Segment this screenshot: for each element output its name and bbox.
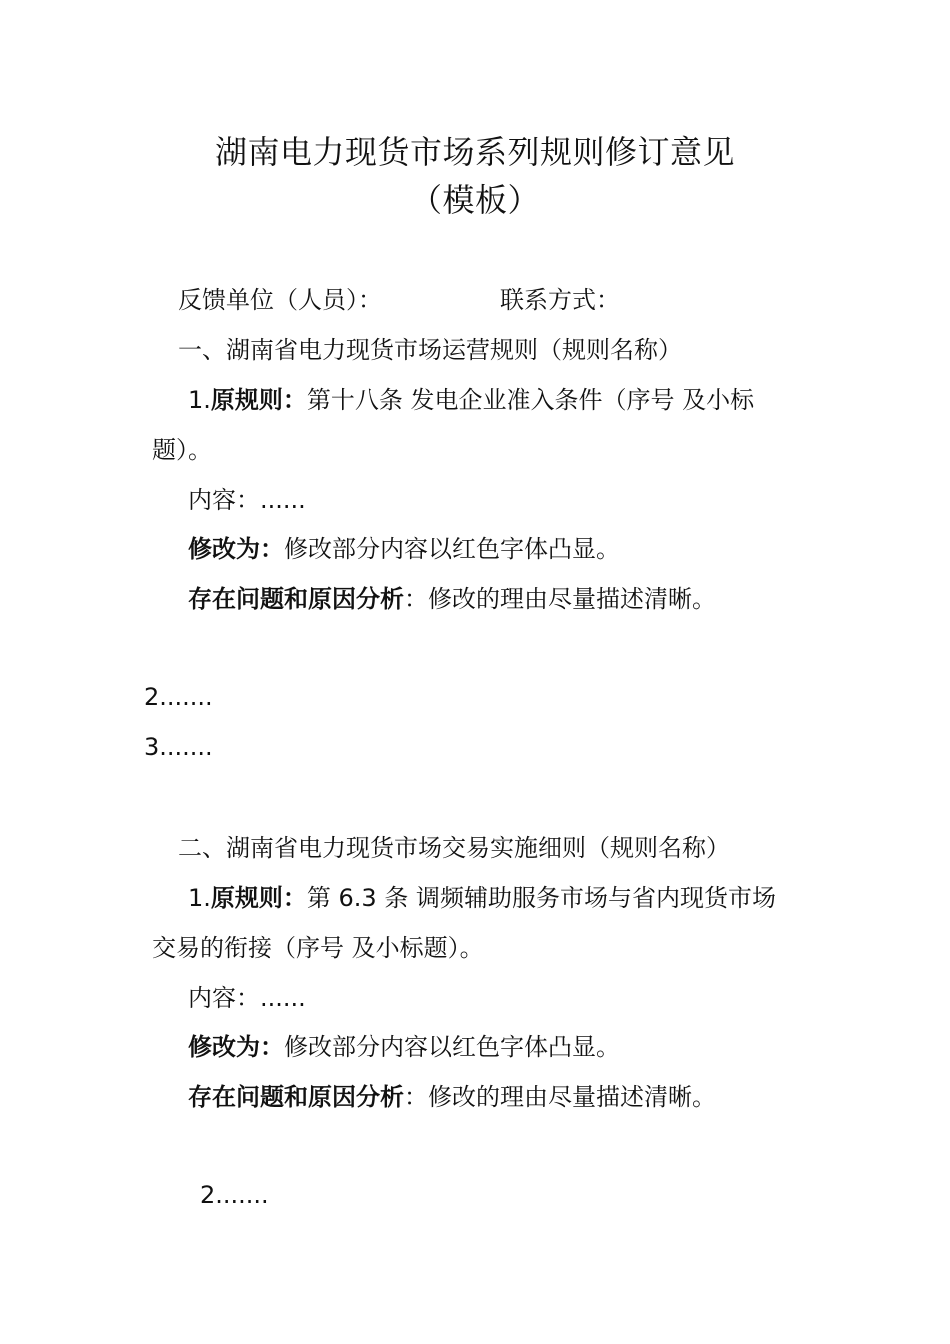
section1-item1-orig-text-cont: 题）。 — [152, 436, 212, 464]
section2-heading: 二、湖南省电力现货市场交易实施细则（规则名称） — [178, 834, 730, 862]
section1-item3: 3....... — [144, 733, 213, 761]
section2-item1-number: 1. — [188, 884, 211, 912]
section1-item1-content: 内容：...... — [188, 486, 306, 514]
feedback-contact-label: 联系方式： — [500, 286, 620, 314]
section2-item1-orig-text: 第 6.3 条 调频辅助服务市场与省内现货市场 — [306, 884, 776, 912]
section1-item1-issue-label: 存在问题和原因分析 — [188, 585, 404, 613]
section1-item1-modify-text: 修改部分内容以红色字体凸显。 — [284, 535, 620, 563]
feedback-unit-label: 反馈单位（人员）： — [178, 286, 382, 314]
section2-item1-orig-label: 原规则： — [210, 884, 307, 912]
section1-item1-orig-label: 原规则： — [210, 386, 307, 414]
document-title-line1: 湖南电力现货市场系列规则修订意见 — [214, 133, 735, 171]
section1-heading: 一、湖南省电力现货市场运营规则（规则名称） — [178, 336, 682, 364]
section1-item1-original-rule — [188, 384, 754, 416]
section1-item1-issue-text: ：修改的理由尽量描述清晰。 — [404, 585, 716, 613]
section2-item1-modify-text: 修改部分内容以红色字体凸显。 — [284, 1033, 620, 1061]
section2-item1-modify — [188, 1031, 620, 1063]
section2-item1-content: 内容：...... — [188, 984, 306, 1012]
section2-item1-original-rule — [188, 882, 776, 914]
document-title-line2: （模板） — [409, 181, 540, 219]
section1-item1-modify-label: 修改为： — [188, 535, 284, 563]
section2-item1-modify-label: 修改为： — [188, 1033, 284, 1061]
section2-item2: 2....... — [200, 1181, 269, 1209]
section2-item1-issue-text: ：修改的理由尽量描述清晰。 — [404, 1083, 716, 1111]
feedback-row — [178, 284, 620, 316]
section2-item1-issue — [188, 1081, 716, 1113]
section1-item1-modify — [188, 533, 620, 565]
section1-item1-issue — [188, 583, 716, 615]
section2-item1-issue-label: 存在问题和原因分析 — [188, 1083, 404, 1111]
section2-item1-orig-text-cont: 交易的衔接（序号 及小标题）。 — [152, 934, 484, 962]
section1-item2: 2....... — [144, 683, 213, 711]
section1-item1-number: 1. — [188, 386, 211, 414]
section1-item1-orig-text: 第十八条 发电企业准入条件（序号 及小标 — [306, 386, 755, 414]
